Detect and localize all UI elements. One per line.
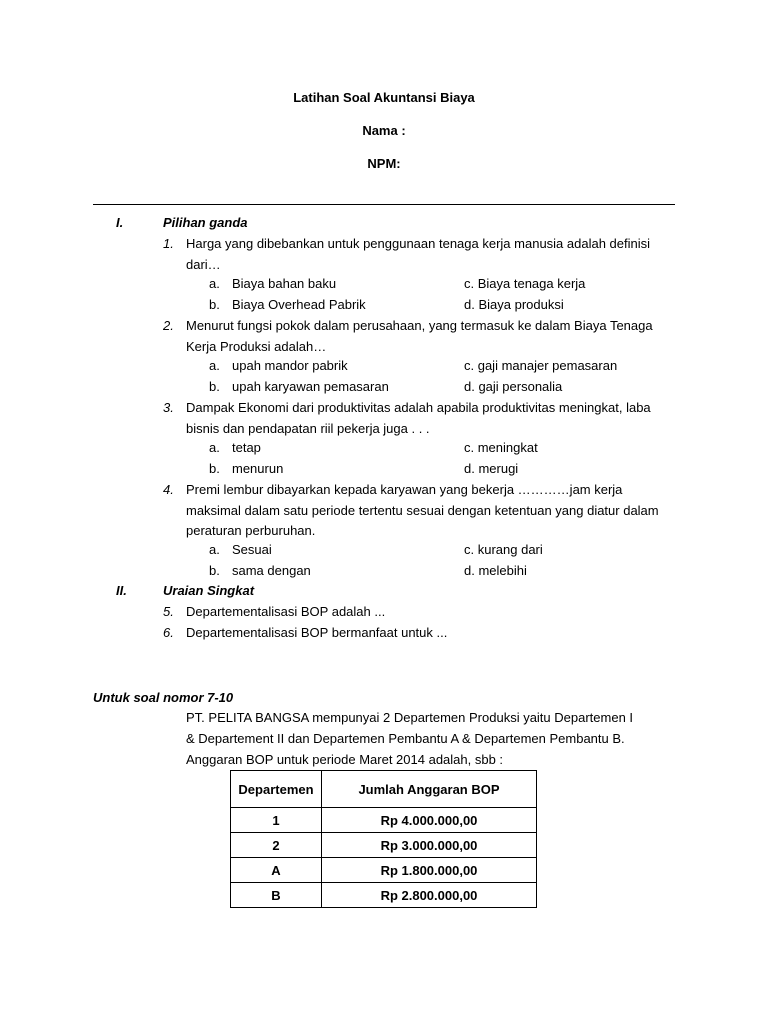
section-2-number: II. <box>116 583 127 598</box>
question-5 <box>163 602 673 623</box>
question-number: 2. <box>163 318 174 333</box>
table-row <box>231 808 537 833</box>
question-1 <box>163 234 673 275</box>
question-3 <box>163 398 673 439</box>
option-a: a. Biaya bahan baku <box>209 276 337 291</box>
case-line-3: Anggaran BOP untuk periode Maret 2014 adalah, sbb : <box>186 752 504 767</box>
option-a: a. upah mandor pabrik <box>209 358 348 373</box>
section-2-title: Uraian Singkat <box>163 583 255 598</box>
question-number: 6. <box>163 625 174 640</box>
cell-budget: Rp 1.800.000,00 <box>322 858 537 883</box>
name-label: Nama : <box>362 123 406 138</box>
option-d: d. Biaya produksi <box>464 297 564 312</box>
cell-department: 1 <box>231 808 322 833</box>
option-c: c. meningkat <box>464 440 538 455</box>
option-d: d. gaji personalia <box>464 379 563 394</box>
option-b: b. Biaya Overhead Pabrik <box>209 297 366 312</box>
question-6 <box>163 623 673 644</box>
question-number: 1. <box>163 236 174 251</box>
question-number: 4. <box>163 482 174 497</box>
option-c: c. gaji manajer pemasaran <box>464 358 618 373</box>
table-row <box>231 883 537 908</box>
header-divider <box>93 204 675 205</box>
option-d: d. melebihi <box>464 563 527 578</box>
question-number: 3. <box>163 400 174 415</box>
cell-budget: Rp 3.000.000,00 <box>322 833 537 858</box>
case-line-2: & Departement II dan Departemen Pembantu A & Departemen Pembantu B. <box>186 731 625 746</box>
cell-department: A <box>231 858 322 883</box>
case-line-1: PT. PELITA BANGSA mempunyai 2 Departemen Produksi yaitu Departemen I <box>186 710 634 725</box>
option-a: a. tetap <box>209 440 261 455</box>
option-b: b. sama dengan <box>209 563 311 578</box>
question-text: Departementalisasi BOP adalah ... <box>186 604 386 619</box>
option-d: d. merugi <box>464 461 519 476</box>
cell-budget: Rp 4.000.000,00 <box>322 808 537 833</box>
table-row <box>231 833 537 858</box>
option-b: b. menurun <box>209 461 284 476</box>
question-2 <box>163 316 673 357</box>
option-b: b. upah karyawan pemasaran <box>209 379 389 394</box>
question-number: 5. <box>163 604 174 619</box>
header-budget: Jumlah Anggaran BOP <box>322 771 537 808</box>
npm-label: NPM: <box>367 156 401 171</box>
header-department: Departemen <box>231 771 322 808</box>
question-text: Departementalisasi BOP bermanfaat untuk ... <box>186 625 448 640</box>
question-text: Harga yang dibebankan untuk penggunaan tenaga kerja manusia adalah definisi dari… <box>186 236 651 272</box>
option-c: c. Biaya tenaga kerja <box>464 276 586 291</box>
cell-budget: Rp 2.800.000,00 <box>322 883 537 908</box>
option-c: c. kurang dari <box>464 542 543 557</box>
section-1-title: Pilihan ganda <box>163 215 248 230</box>
option-a: a. Sesuai <box>209 542 272 557</box>
cell-department: 2 <box>231 833 322 858</box>
table-header-row <box>231 771 537 808</box>
question-text: Dampak Ekonomi dari produktivitas adalah apabila produktivitas meningkat, laba bisnis dan pendapatan riil pekerja juga . . . <box>186 400 651 436</box>
cell-department: B <box>231 883 322 908</box>
document-title: Latihan Soal Akuntansi Biaya <box>293 90 475 105</box>
question-4 <box>163 480 673 542</box>
bop-budget-table <box>230 770 537 908</box>
question-text: Premi lembur dibayarkan kepada karyawan yang bekerja …………jam kerja maksimal dalam satu periode tertentu sesuai dengan ketentuan yang diatur dalam peraturan perburuhan. <box>186 482 659 538</box>
section-1-number: I. <box>116 215 124 230</box>
case-heading: Untuk soal nomor 7-10 <box>93 690 234 705</box>
question-text: Menurut fungsi pokok dalam perusahaan, yang termasuk ke dalam Biaya Tenaga Kerja Produksi adalah… <box>186 318 653 354</box>
table-row <box>231 858 537 883</box>
